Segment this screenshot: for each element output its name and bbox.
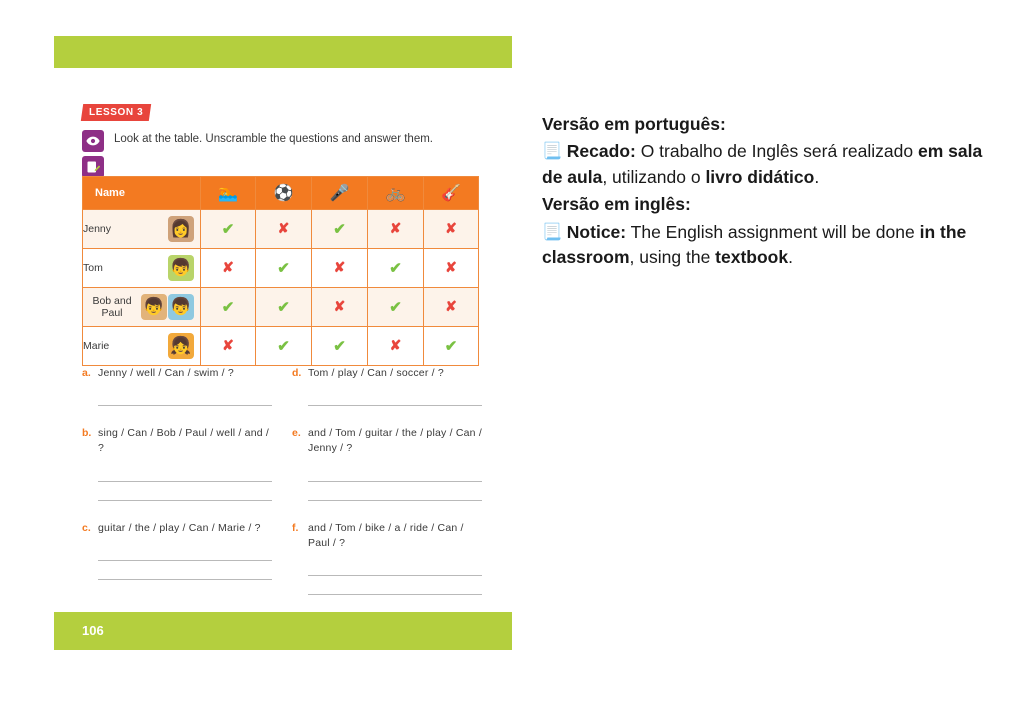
cell-guitar: [424, 288, 479, 327]
row-name-cell: [83, 288, 201, 327]
cell-soccer: [256, 288, 312, 327]
en-heading: Versão em inglês:: [542, 194, 691, 215]
answer-line[interactable]: [308, 482, 482, 501]
answer-lines[interactable]: [308, 387, 482, 406]
en-note-label: Notice:: [566, 221, 627, 242]
instruction-icons: [82, 130, 104, 178]
check-icon: ✔: [389, 259, 402, 277]
note-icon: 📃: [542, 223, 562, 241]
check-icon: ✔: [221, 220, 235, 238]
row-name-cell: [83, 249, 201, 288]
cell-soccer: [256, 249, 312, 288]
answer-line[interactable]: [98, 482, 272, 501]
cross-icon: ✘: [445, 220, 457, 236]
check-icon: ✔: [333, 220, 346, 238]
cross-icon: ✘: [277, 220, 290, 236]
pt-note: [542, 139, 992, 190]
column-header-swim: [201, 177, 256, 210]
answer-line[interactable]: [98, 463, 272, 482]
answer-lines[interactable]: [308, 557, 482, 595]
cross-icon: ✘: [333, 259, 346, 275]
table-row: [83, 210, 479, 249]
check-icon: ✔: [333, 337, 346, 355]
worksheet-top-bar: [54, 36, 512, 68]
answer-line[interactable]: [98, 387, 272, 406]
cell-sing: [312, 288, 368, 327]
cross-icon: ✘: [222, 337, 234, 353]
avatar: 👦: [168, 255, 194, 281]
pt-heading: Versão em português:: [542, 114, 726, 134]
question-letter: d.: [292, 367, 302, 379]
pt-note-part3: .: [814, 166, 820, 187]
question-text: sing / Can / Bob / Paul / well / and / ?: [98, 427, 270, 455]
question-d: [292, 366, 482, 406]
cell-bike: [368, 249, 424, 288]
cell-guitar: [424, 249, 479, 288]
soccer-icon: ⚽: [273, 185, 294, 202]
answer-lines[interactable]: [308, 463, 482, 501]
row-name-label: Tom: [83, 261, 103, 274]
question-f: [292, 521, 482, 595]
page-number: 106: [54, 612, 512, 650]
row-name-cell: [83, 210, 201, 249]
check-icon: ✔: [389, 298, 402, 316]
cell-swim: [201, 327, 256, 366]
lesson-tag-label: LESSON 3: [89, 107, 144, 118]
eye-icon: [82, 130, 104, 152]
question-letter: f.: [292, 521, 299, 534]
pt-note-part2: , utilizando o: [602, 166, 706, 187]
cell-bike: [368, 210, 424, 249]
avatar: 👦: [168, 294, 194, 320]
question-letter: b.: [82, 427, 92, 440]
en-note-part2: , using the: [629, 246, 716, 267]
notes-panel: [542, 112, 992, 272]
answer-line[interactable]: [98, 561, 272, 580]
row-name-label: Bob and Paul: [92, 294, 132, 319]
instruction-block: [82, 130, 478, 178]
table-row: [83, 249, 479, 288]
pt-note-label: Recado:: [566, 141, 636, 162]
column-header-soccer: [256, 177, 312, 210]
en-note-bold1: in the classroom: [542, 221, 967, 267]
swim-icon: 🏊: [218, 185, 238, 202]
write-icon: [82, 156, 104, 178]
cross-icon: ✘: [389, 337, 402, 353]
answer-lines[interactable]: [98, 542, 272, 580]
en-note: [542, 220, 992, 271]
cell-soccer: [256, 327, 312, 366]
cell-swim: [201, 249, 256, 288]
answer-line[interactable]: [308, 557, 482, 576]
question-letter: c.: [82, 521, 91, 534]
en-note-part3: .: [788, 246, 793, 267]
answer-line[interactable]: [308, 576, 482, 595]
instruction-text: Look at the table. Unscramble the questions and answer them.: [114, 133, 433, 145]
pt-note-part1: O trabalho de Inglês será realizado: [635, 141, 918, 162]
question-letter: e.: [292, 427, 301, 440]
question-letter: a.: [82, 367, 91, 379]
question-b: [82, 426, 272, 500]
cross-icon: ✘: [445, 298, 457, 314]
cell-bike: [368, 327, 424, 366]
check-icon: ✔: [277, 298, 290, 316]
en-note-part1: The English assignment will be done: [626, 221, 920, 242]
column-header-guitar: [424, 177, 479, 210]
cross-icon: ✘: [389, 220, 402, 236]
table-body: [83, 210, 479, 366]
answer-line[interactable]: [98, 542, 272, 561]
table-head: [83, 177, 479, 210]
question-text: and / Tom / guitar / the / play / Can / Jenny / ?: [308, 427, 482, 455]
bike-icon: 🚲: [385, 185, 406, 202]
check-icon: ✔: [444, 337, 458, 355]
questions-grid: [82, 366, 482, 595]
avatar: 👧: [168, 333, 194, 359]
answer-line[interactable]: [308, 463, 482, 482]
avatar-group: [168, 255, 194, 281]
question-text: and / Tom / bike / a / ride / Can / Paul / ?: [308, 521, 464, 549]
cell-bike: [368, 288, 424, 327]
answer-line[interactable]: [308, 387, 482, 406]
avatar-group: [168, 216, 194, 242]
answer-lines[interactable]: [98, 463, 272, 501]
cell-sing: [312, 249, 368, 288]
guitar-icon: 🎸: [441, 185, 461, 202]
cell-swim: [201, 210, 256, 249]
column-header-bike: [368, 177, 424, 210]
microphone-icon: 🎤: [329, 185, 350, 202]
question-text: Tom / play / Can / soccer / ?: [308, 367, 444, 379]
row-name-cell: [83, 327, 201, 366]
row-name-label: Jenny: [83, 222, 112, 235]
cell-sing: [312, 327, 368, 366]
cell-swim: [201, 288, 256, 327]
check-icon: ✔: [277, 259, 290, 277]
answer-lines[interactable]: [98, 387, 272, 406]
cell-guitar: [424, 210, 479, 249]
avatar-group: [168, 333, 194, 359]
question-c: [82, 521, 272, 595]
cell-guitar: [424, 327, 479, 366]
check-icon: ✔: [221, 298, 235, 316]
cross-icon: ✘: [445, 259, 457, 275]
check-icon: ✔: [277, 337, 290, 355]
worksheet-panel: [54, 36, 512, 650]
note-icon: 📃: [542, 143, 562, 161]
question-e: [292, 426, 482, 500]
question-text: Jenny / well / Can / swim / ?: [98, 367, 234, 379]
lesson-tag: [81, 104, 152, 121]
column-header-name: Name: [83, 177, 201, 210]
table-header-row: [83, 177, 479, 210]
column-header-sing: [312, 177, 368, 210]
cross-icon: ✘: [333, 298, 346, 314]
table-row: [83, 288, 479, 327]
question-a: [82, 366, 272, 406]
avatar-group: [141, 294, 194, 320]
row-name-label: Marie: [83, 339, 110, 352]
table-row: [83, 327, 479, 366]
cell-sing: [312, 210, 368, 249]
pt-note-bold2: livro didático: [705, 166, 815, 187]
abilities-table: [82, 176, 479, 366]
pt-note-bold1: em sala de aula: [542, 141, 983, 187]
avatar: 👦: [141, 294, 167, 320]
question-text: guitar / the / play / Can / Marie / ?: [98, 521, 261, 534]
en-note-bold2: textbook: [715, 246, 789, 267]
avatar: 👩: [168, 216, 194, 242]
cross-icon: ✘: [222, 259, 234, 275]
cell-soccer: [256, 210, 312, 249]
